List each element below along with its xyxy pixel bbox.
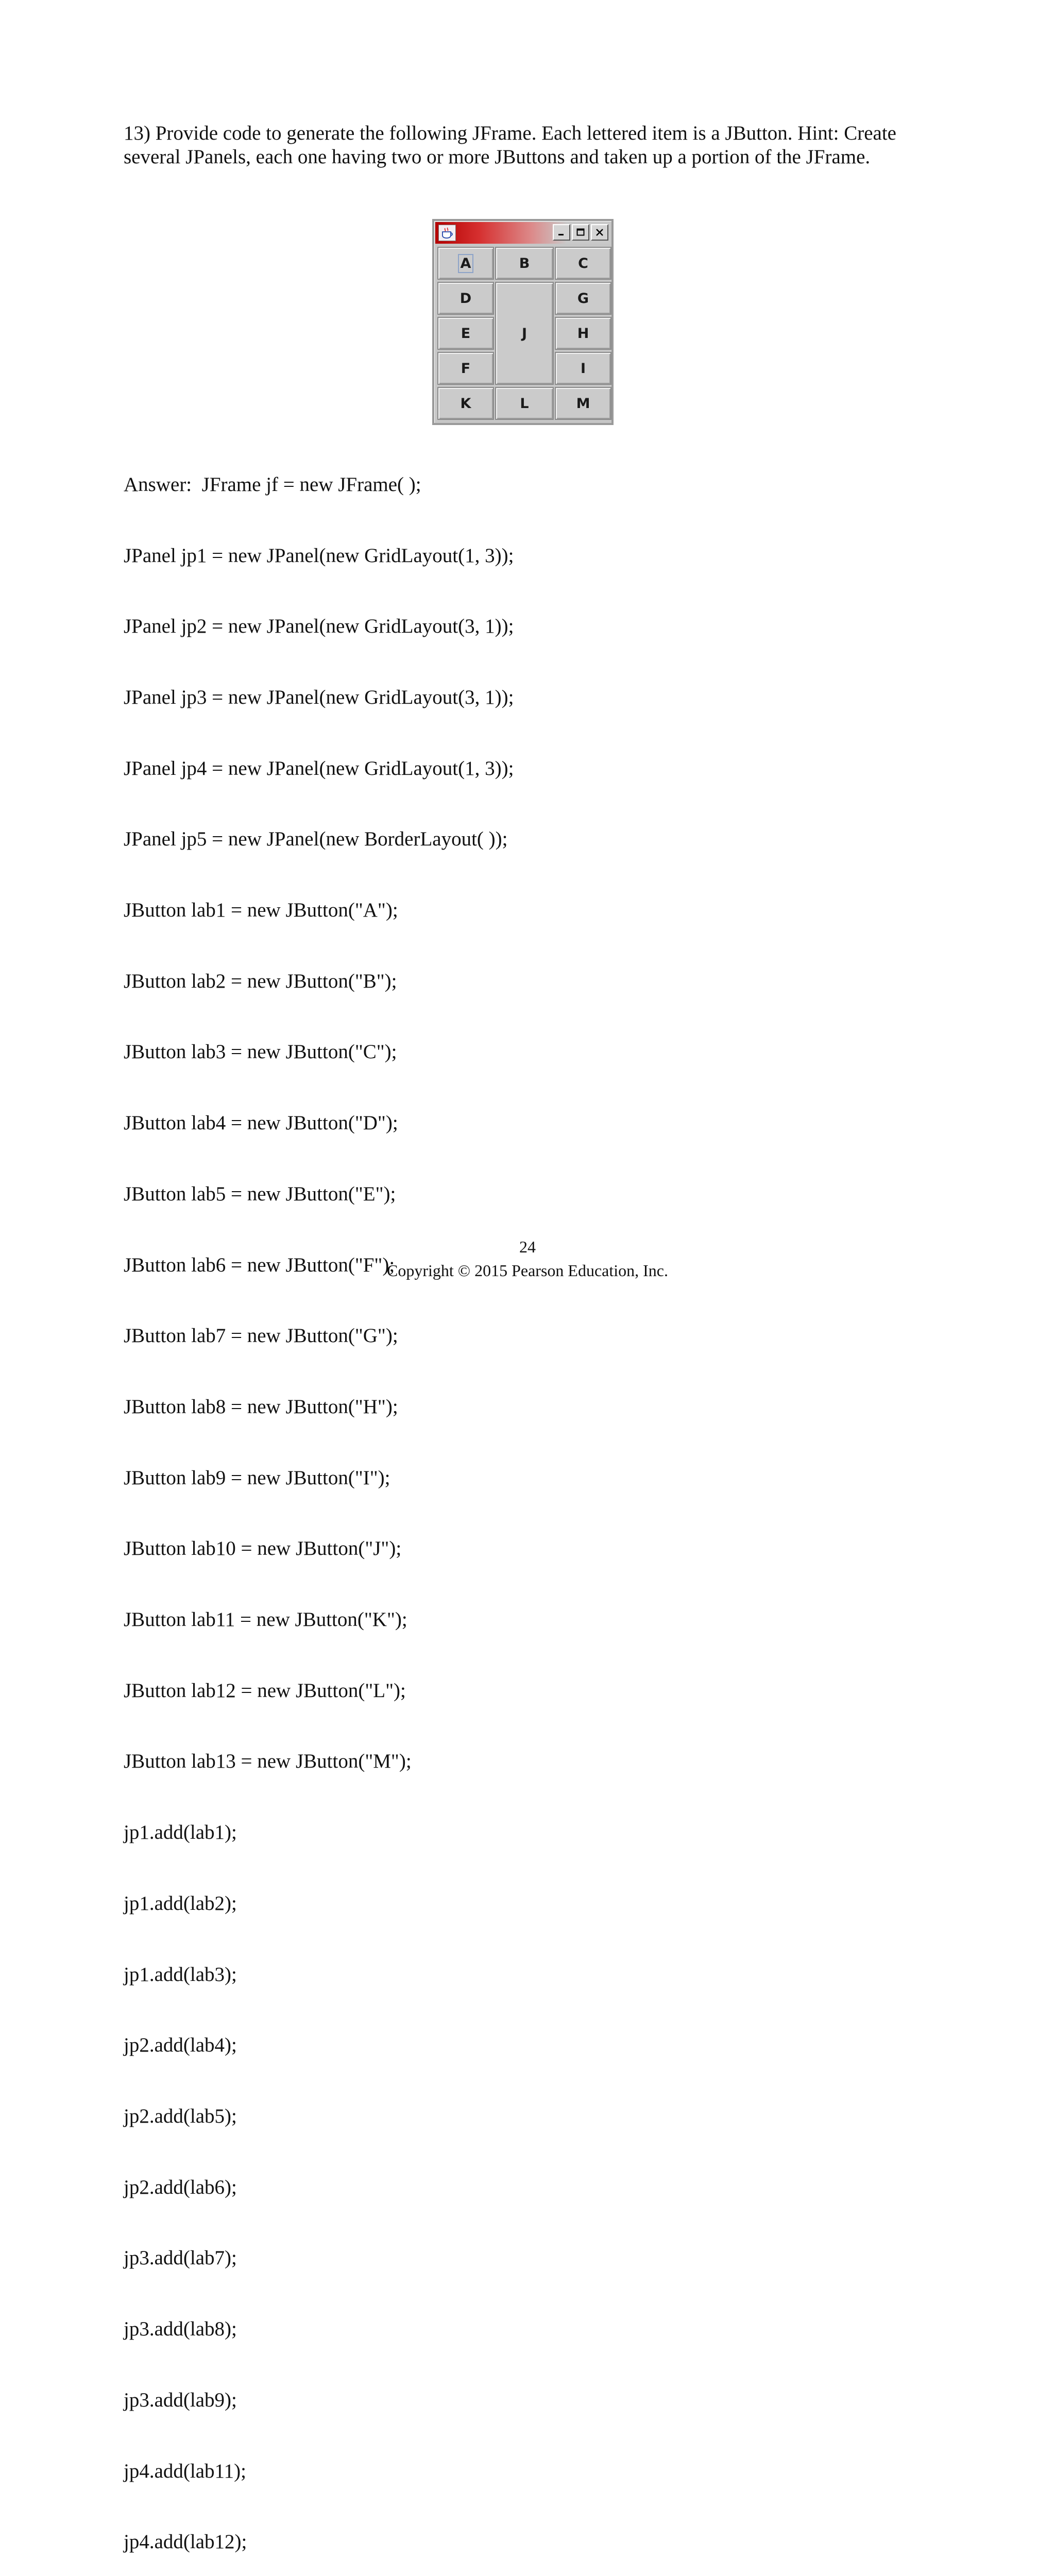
- button-c[interactable]: [555, 247, 611, 280]
- button-m-label: M: [576, 395, 590, 412]
- code-line: JPanel jp4 = new JPanel(new GridLayout(1, 3));: [124, 757, 514, 779]
- button-grid: [437, 247, 610, 421]
- code-line: jp2.add(lab4);: [124, 2034, 237, 2057]
- button-d-label: D: [460, 290, 472, 307]
- code-line: jp4.add(lab11);: [124, 2460, 246, 2482]
- button-e-label: E: [461, 325, 471, 342]
- code-line: JButton lab11 = new JButton("K");: [124, 1608, 407, 1631]
- button-a[interactable]: [437, 247, 494, 280]
- close-button[interactable]: [591, 224, 608, 241]
- code-line: JButton lab7 = new JButton("G");: [124, 1325, 398, 1347]
- code-line: JButton lab2 = new JButton("B");: [124, 970, 397, 992]
- java-cup-icon: [438, 225, 456, 241]
- button-g[interactable]: [555, 282, 611, 315]
- code-line: JButton lab9 = new JButton("I");: [124, 1466, 390, 1489]
- question-text: [124, 122, 907, 169]
- button-b-label: B: [519, 255, 530, 272]
- code-line: JButton lab1 = new JButton("A");: [124, 899, 398, 922]
- code-line: jp1.add(lab1);: [124, 1821, 237, 1844]
- maximize-icon: [576, 228, 585, 237]
- button-l[interactable]: [495, 387, 554, 420]
- code-line: JButton lab5 = new JButton("E");: [124, 1182, 396, 1205]
- code-line: jp3.add(lab8);: [124, 2318, 237, 2341]
- button-k-label: K: [460, 395, 471, 412]
- code-line: JPanel jp3 = new JPanel(new GridLayout(3, 1));: [124, 686, 514, 708]
- button-j[interactable]: [495, 282, 554, 385]
- button-h[interactable]: [555, 317, 611, 350]
- button-f[interactable]: [437, 352, 494, 385]
- button-a-label: A: [459, 255, 473, 272]
- button-j-label: J: [521, 325, 528, 342]
- code-line: jp2.add(lab6);: [124, 2176, 237, 2198]
- minimize-icon: [557, 228, 566, 237]
- close-icon: [595, 228, 604, 237]
- code-line: JPanel jp2 = new JPanel(new GridLayout(3, 1));: [124, 615, 514, 638]
- code-line: jp2.add(lab5);: [124, 2105, 237, 2127]
- button-h-label: H: [577, 325, 589, 342]
- answer-code: [124, 426, 948, 2576]
- button-k[interactable]: [437, 387, 494, 420]
- question-paragraph: 13) Provide code to generate the following JFrame. Each lettered item is a JButton. Hint: Create several JPanels, each one having two or more JButtons and taken up a portion of the JFrame.: [124, 122, 896, 168]
- minimize-button[interactable]: [553, 224, 570, 241]
- button-d[interactable]: [437, 282, 494, 315]
- button-i[interactable]: [555, 352, 611, 385]
- code-line: jp1.add(lab2);: [124, 1892, 237, 1914]
- button-m[interactable]: [555, 387, 611, 420]
- button-f-label: F: [461, 360, 471, 377]
- code-line: jp1.add(lab3);: [124, 1963, 237, 1986]
- code-line: jp3.add(lab9);: [124, 2388, 237, 2411]
- code-line: JButton lab6 = new JButton("F");: [124, 1253, 395, 1276]
- button-g-label: G: [577, 290, 589, 307]
- code-line: JButton lab3 = new JButton("C");: [124, 1041, 397, 1063]
- code-line: JButton lab4 = new JButton("D");: [124, 1112, 398, 1134]
- button-e[interactable]: [437, 317, 494, 350]
- button-b[interactable]: [495, 247, 554, 280]
- title-bar[interactable]: [435, 222, 610, 244]
- button-c-label: C: [578, 255, 588, 272]
- code-line: JPanel jp5 = new JPanel(new BorderLayout( ));: [124, 828, 508, 851]
- code-line: JButton lab12 = new JButton("L");: [124, 1679, 406, 1702]
- button-l-label: L: [520, 395, 529, 412]
- page-number: 24: [519, 1238, 536, 1256]
- maximize-button[interactable]: [572, 224, 589, 241]
- code-line: Answer: JFrame jf = new JFrame( );: [124, 473, 421, 496]
- code-line: jp4.add(lab12);: [124, 2531, 247, 2553]
- jframe-window: [432, 219, 614, 425]
- code-line: JButton lab10 = new JButton("J");: [124, 1537, 402, 1560]
- button-i-label: I: [580, 360, 586, 377]
- code-line: jp3.add(lab7);: [124, 2247, 237, 2269]
- code-line: JButton lab8 = new JButton("H");: [124, 1395, 398, 1418]
- code-line: JButton lab13 = new JButton("M");: [124, 1750, 412, 1773]
- copyright-notice: Copyright © 2015 Pearson Education, Inc.: [387, 1261, 668, 1280]
- code-line: JPanel jp1 = new JPanel(new GridLayout(1, 3));: [124, 544, 514, 567]
